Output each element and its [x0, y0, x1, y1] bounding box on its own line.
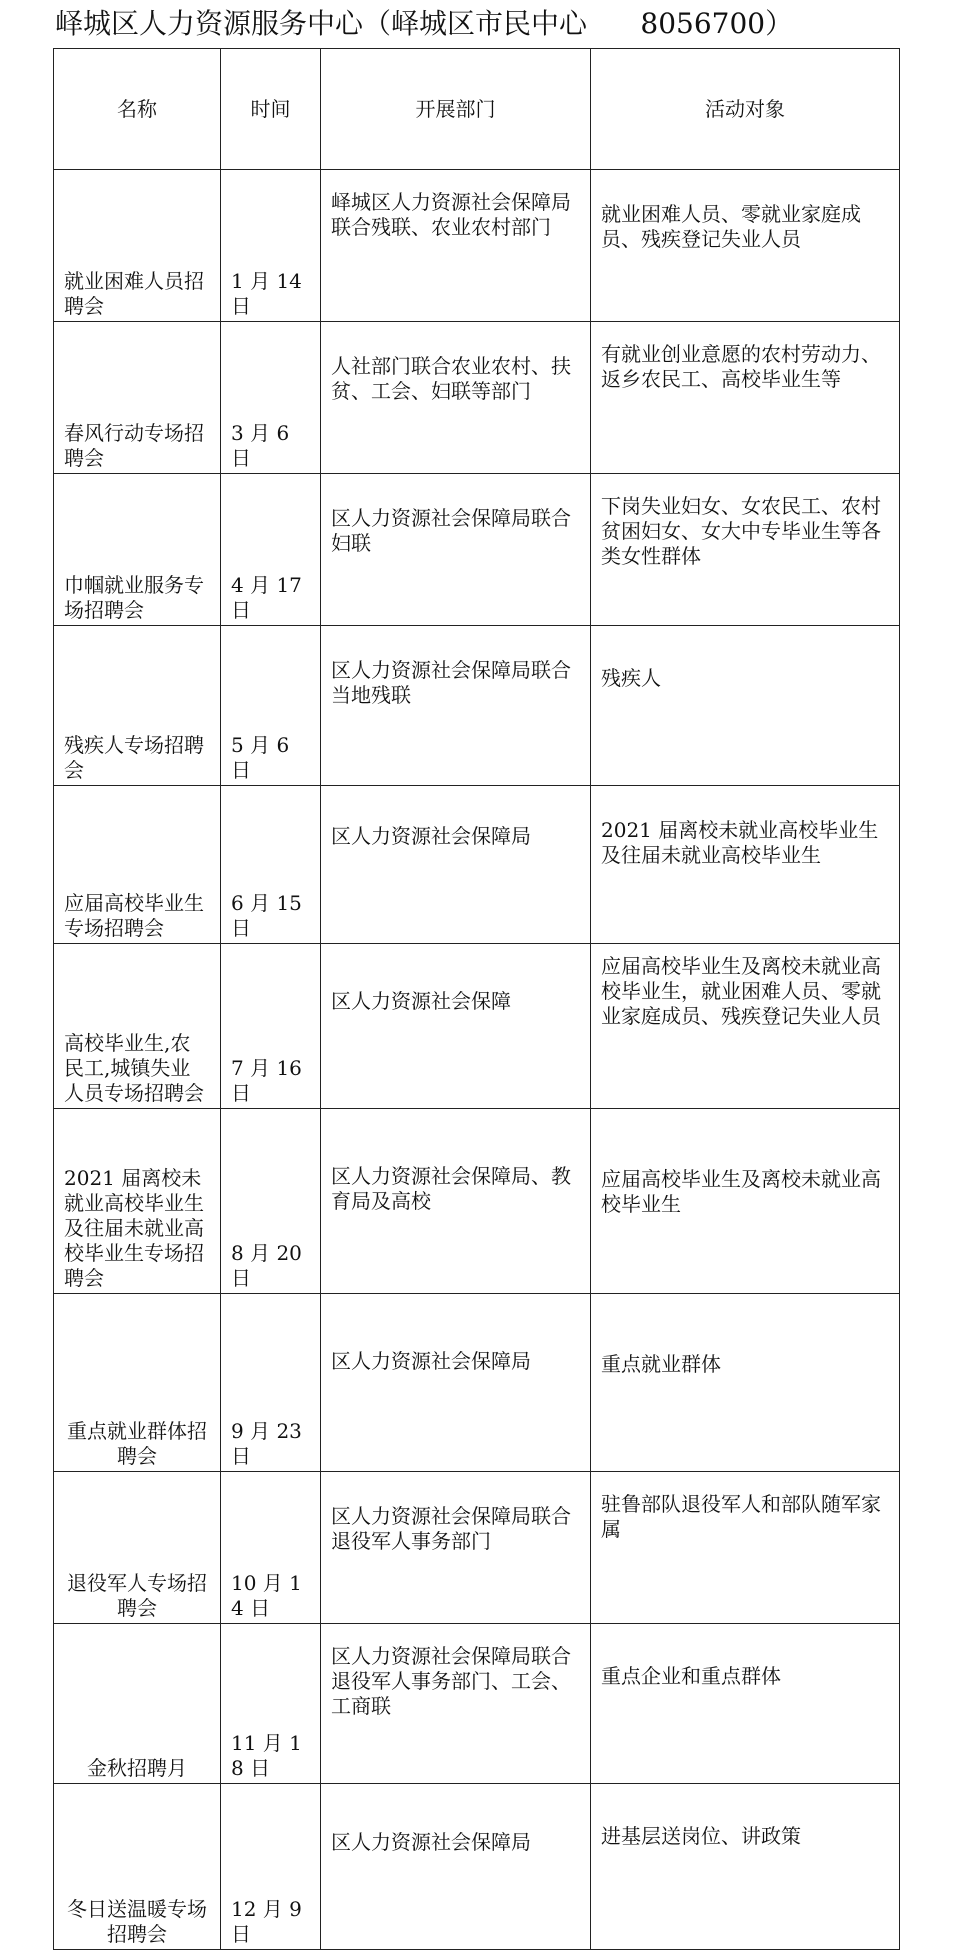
table-header-row — [54, 49, 900, 170]
table-row — [54, 1472, 900, 1624]
row-name: 应届高校毕业生专场招聘会 — [54, 786, 221, 944]
row-target: 就业困难人员、零就业家庭成员、残疾登记失业人员 — [591, 170, 900, 322]
table-row — [54, 1109, 900, 1294]
row-target: 应届高校毕业生及离校未就业高校毕业生 — [591, 1109, 900, 1294]
row-name: 就业困难人员招聘会 — [54, 170, 221, 322]
row-target: 重点企业和重点群体 — [591, 1624, 900, 1784]
row-time: 1 月 14 日 — [221, 170, 321, 322]
row-target: 进基层送岗位、讲政策 — [591, 1784, 900, 1950]
row-dept: 区人力资源社会保障 — [321, 944, 591, 1109]
table-row — [54, 786, 900, 944]
table-row — [54, 474, 900, 626]
row-target: 重点就业群体 — [591, 1294, 900, 1472]
row-time: 11 月 18 日 — [221, 1624, 321, 1784]
row-target: 2021 届离校未就业高校毕业生及往届未就业高校毕业生 — [591, 786, 900, 944]
row-dept: 区人力资源社会保障局 — [321, 1294, 591, 1472]
row-dept: 区人力资源社会保障局联合妇联 — [321, 474, 591, 626]
row-time: 4 月 17 日 — [221, 474, 321, 626]
table-row — [54, 322, 900, 474]
table-row — [54, 626, 900, 786]
row-name: 冬日送温暖专场招聘会 — [54, 1784, 221, 1950]
table-row — [54, 944, 900, 1109]
row-target: 下岗失业妇女、女农民工、农村贫困妇女、女大中专毕业生等各类女性群体 — [591, 474, 900, 626]
row-time: 7 月 16 日 — [221, 944, 321, 1109]
row-name: 2021 届离校未就业高校毕业生及往届未就业高校毕业生专场招聘会 — [54, 1109, 221, 1294]
row-target: 应届高校毕业生及离校未就业高校毕业生，就业困难人员、零就业家庭成员、残疾登记失业人员 — [591, 944, 900, 1109]
page-title: 峄城区人力资源服务中心（峄城区市民中心 8056700） — [55, 7, 794, 40]
row-target: 驻鲁部队退役军人和部队随军家属 — [591, 1472, 900, 1624]
row-time: 8 月 20 日 — [221, 1109, 321, 1294]
table-row — [54, 170, 900, 322]
row-target: 残疾人 — [591, 626, 900, 786]
row-time: 12 月 9 日 — [221, 1784, 321, 1950]
table-row — [54, 1784, 900, 1950]
row-time: 6 月 15 日 — [221, 786, 321, 944]
row-time: 9 月 23 日 — [221, 1294, 321, 1472]
row-name: 重点就业群体招聘会 — [54, 1294, 221, 1472]
row-name: 残疾人专场招聘会 — [54, 626, 221, 786]
recruitment-schedule-table — [53, 48, 900, 1950]
row-name: 退役军人专场招聘会 — [54, 1472, 221, 1624]
header-target: 活动对象 — [591, 49, 900, 170]
row-dept: 人社部门联合农业农村、扶贫、工会、妇联等部门 — [321, 322, 591, 474]
row-name: 巾帼就业服务专场招聘会 — [54, 474, 221, 626]
row-dept: 区人力资源社会保障局联合退役军人事务部门 — [321, 1472, 591, 1624]
row-time: 3 月 6 日 — [221, 322, 321, 474]
header-time: 时间 — [221, 49, 321, 170]
row-target: 有就业创业意愿的农村劳动力、 返乡农民工、高校毕业生等 — [591, 322, 900, 474]
row-dept: 区人力资源社会保障局联合退役军人事务部门、工会、工商联 — [321, 1624, 591, 1784]
table-row — [54, 1294, 900, 1472]
row-name: 金秋招聘月 — [54, 1624, 221, 1784]
header-dept: 开展部门 — [321, 49, 591, 170]
row-time: 5 月 6 日 — [221, 626, 321, 786]
row-dept: 区人力资源社会保障局联合当地残联 — [321, 626, 591, 786]
row-dept: 区人力资源社会保障局、教育局及高校 — [321, 1109, 591, 1294]
row-dept: 区人力资源社会保障局 — [321, 1784, 591, 1950]
header-name: 名称 — [54, 49, 221, 170]
row-dept: 峄城区人力资源社会保障局联合残联、农业农村部门 — [321, 170, 591, 322]
row-time: 10 月 14 日 — [221, 1472, 321, 1624]
table-row — [54, 1624, 900, 1784]
row-name: 春风行动专场招聘会 — [54, 322, 221, 474]
row-dept: 区人力资源社会保障局 — [321, 786, 591, 944]
row-name: 高校毕业生,农民工,城镇失业人员专场招聘会 — [54, 944, 221, 1109]
